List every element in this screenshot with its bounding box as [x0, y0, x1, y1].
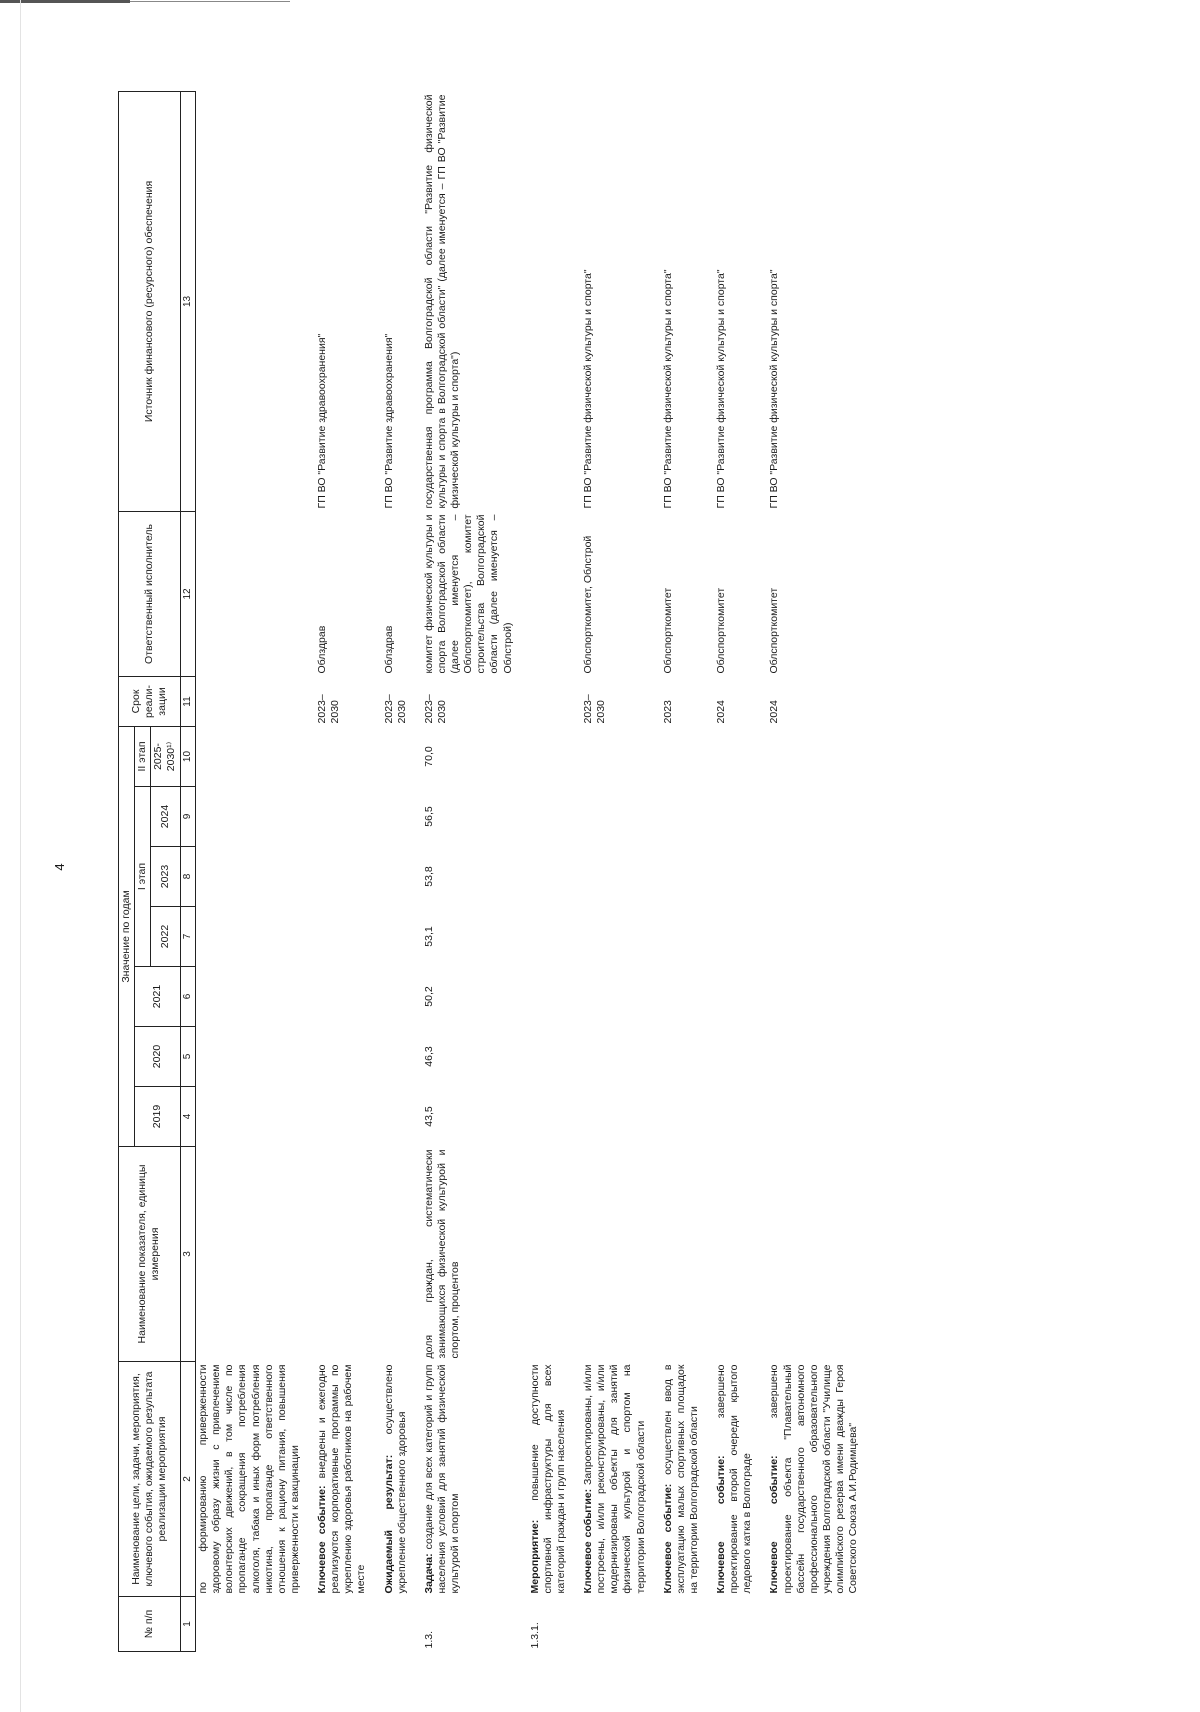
header-2024: 2024 [151, 787, 180, 847]
row-label: Мероприятие: [528, 1519, 541, 1594]
source-cell: ГП ВО "Развитие здравоохранения" [382, 333, 395, 509]
row-spacer [410, 91, 422, 1651]
row-number [382, 1597, 410, 1652]
source-cell: ГП ВО "Развитие физической культуры и спорта" [582, 269, 594, 509]
col-number: 5 [180, 1027, 196, 1087]
spacer-cell [702, 91, 714, 1651]
value-2019 [196, 1087, 304, 1147]
indicator-cell [315, 1147, 370, 1362]
col-number: 6 [180, 967, 196, 1027]
spacer-cell [861, 91, 873, 1651]
value-2020 [315, 1027, 370, 1087]
value-2025-2030 [714, 726, 755, 786]
value-2022 [528, 907, 569, 967]
col-number: 11 [180, 676, 196, 726]
value-2020: 46,3 [422, 1046, 435, 1067]
row-name [767, 1362, 861, 1597]
row-name [382, 1362, 410, 1597]
row-label: Ключевое событие: [316, 1485, 328, 1594]
value-2019 [767, 1087, 861, 1147]
term-cell: 2023–2030 [316, 694, 342, 724]
value-2022 [714, 907, 755, 967]
value-2019 [382, 1087, 410, 1147]
table-row [714, 91, 755, 1651]
term-cell: 2023 [661, 700, 674, 724]
row-name [714, 1362, 755, 1597]
header-term: Срок реали-зации [119, 676, 181, 726]
executor-cell: Облздрав [382, 625, 395, 674]
table-row [581, 91, 649, 1651]
table-row [528, 91, 569, 1651]
value-2024 [661, 787, 702, 847]
row-label: Задача: [422, 1553, 435, 1594]
value-2021: 50,2 [422, 986, 435, 1007]
executor-cell: Облспорткомитет [715, 587, 727, 674]
row-number: 1.3.1. [528, 1622, 541, 1649]
row-spacer [649, 91, 661, 1651]
table-row [661, 91, 702, 1651]
value-2024: 56,5 [422, 806, 435, 827]
executor-cell: Облспорткомитет, Облстрой [582, 535, 594, 674]
value-2019 [581, 1087, 649, 1147]
source-cell: ГП ВО "Развитие физической культуры и спорта" [768, 269, 781, 509]
header-2019: 2019 [135, 1087, 180, 1147]
term-cell [528, 676, 569, 726]
measures-table [118, 91, 873, 1652]
value-2020 [581, 1027, 649, 1087]
col-number: 10 [180, 726, 196, 786]
value-2019 [528, 1087, 569, 1147]
value-2025-2030 [315, 726, 370, 786]
header-values: Значение по годам [119, 726, 135, 1146]
col-number: 9 [180, 787, 196, 847]
indicator-cell [382, 1147, 410, 1362]
table-row [767, 91, 861, 1651]
value-2023 [528, 847, 569, 907]
value-2025-2030 [767, 726, 861, 786]
value-2023 [382, 847, 410, 907]
row-name [661, 1362, 702, 1597]
value-2023 [196, 847, 304, 907]
col-number: 3 [180, 1147, 196, 1362]
row-number [196, 1597, 304, 1652]
value-2019 [714, 1087, 755, 1147]
row-number [581, 1597, 649, 1652]
value-2020 [767, 1027, 861, 1087]
row-spacer [569, 91, 581, 1651]
source-cell [528, 91, 569, 511]
row-text: Запроектированы, и/или построены, и/или реконструированы, и/или модернизированы объекты для занятий физической культурой и спортом на территории Волгоградской области [582, 1364, 647, 1594]
value-2022 [315, 907, 370, 967]
header-2025-2030: 2025-2030¹⁾ [151, 726, 180, 786]
value-2025-2030 [581, 726, 649, 786]
header-no: № п/п [119, 1597, 181, 1652]
value-2021 [714, 967, 755, 1027]
value-2022 [382, 907, 410, 967]
header-numbers-row [180, 91, 196, 1651]
spacer-cell [303, 91, 315, 1651]
value-2023 [661, 847, 702, 907]
value-2023 [714, 847, 755, 907]
col-number: 4 [180, 1087, 196, 1147]
header-2022: 2022 [151, 907, 180, 967]
spacer-cell [516, 91, 528, 1651]
indicator-cell [528, 1147, 569, 1362]
col-number: 13 [180, 91, 196, 511]
col-number: 12 [180, 511, 196, 676]
indicator-cell [581, 1147, 649, 1362]
spacer-cell [410, 91, 422, 1651]
rotated-page [48, 42, 1158, 1692]
col-number: 7 [180, 907, 196, 967]
row-name [581, 1362, 649, 1597]
term-cell: 2024 [768, 700, 781, 724]
header-2023: 2023 [151, 847, 180, 907]
value-2025-2030 [382, 726, 410, 786]
row-text: повышение доступности спортивной инфраструктуры для всех категорий граждан и групп населения [528, 1364, 567, 1594]
indicator-cell [767, 1147, 861, 1362]
value-2020 [382, 1027, 410, 1087]
indicator-cell [661, 1147, 702, 1362]
header-executor: Ответственный исполнитель [119, 511, 181, 676]
row-name [315, 1362, 370, 1597]
value-2024 [767, 787, 861, 847]
row-text: по формированию приверженности здоровому образу жизни с привлечением волонтерских движений, в том числе по пропаганде сокращения потребления алкоголя, табака и иных форм потребления никотина, пропаганде ответственного отношения к рациону питания, повышения приверженности к вакцинации [197, 1364, 301, 1594]
header-2020: 2020 [135, 1027, 180, 1087]
row-spacer [755, 91, 767, 1651]
header-source: Источник финансового (ресурсного) обеспечения [119, 91, 181, 511]
value-2020 [196, 1027, 304, 1087]
source-cell: ГП ВО "Развитие физической культуры и спорта" [661, 269, 674, 509]
row-number [661, 1597, 702, 1652]
source-cell: государственная программа Волгоградской области "Развитие физической культуры и спорта в Волгоградской области" (далее именуется – ГП ВО "Развитие физической культуры и спорта") [422, 94, 461, 509]
row-text: завершено проектирование второй очереди крытого ледового катка в Волгограде [715, 1364, 754, 1594]
row-text: осуществлен ввод в эксплуатацию малых спортивных площадок на территории Волгоградской области [661, 1364, 700, 1594]
value-2022 [767, 907, 861, 967]
value-2024 [382, 787, 410, 847]
value-2023 [315, 847, 370, 907]
header-row-1 [119, 91, 135, 1651]
row-label: Ожидаемый результат: [382, 1454, 395, 1594]
table-row [315, 91, 370, 1651]
row-label: Ключевое событие: [768, 1455, 781, 1594]
row-label: Ключевое событие: [661, 1483, 674, 1594]
indicator-cell [196, 1147, 304, 1362]
term-cell [196, 676, 304, 726]
col-number: 2 [180, 1362, 196, 1597]
scan-artifact-line [130, 1, 290, 2]
spacer-cell [569, 91, 581, 1651]
table-row [196, 91, 304, 1651]
value-2024 [196, 787, 304, 847]
value-2025-2030 [661, 726, 702, 786]
row-name [196, 1362, 304, 1597]
executor-cell: комитет физической культуры и спорта Волгоградской области (далее именуется – Облспорткомитет), комитет строительства Волгоградской области (далее именуется – Облстрой) [422, 514, 514, 674]
indicator-cell [714, 1147, 755, 1362]
executor-cell: Облздрав [316, 625, 328, 674]
value-2021 [382, 967, 410, 1027]
source-cell [196, 91, 304, 511]
value-2023 [767, 847, 861, 907]
col-number: 1 [180, 1597, 196, 1652]
value-2025-2030 [196, 726, 304, 786]
header-indicator: Наименование показателя, единицы измерения [119, 1147, 181, 1362]
row-spacer [861, 91, 873, 1651]
value-2022 [661, 907, 702, 967]
value-2020 [661, 1027, 702, 1087]
value-2024 [714, 787, 755, 847]
row-text: осуществлено укрепление общественного здоровья [382, 1364, 408, 1594]
value-2023: 53,8 [422, 866, 435, 887]
page-number: 4 [52, 863, 67, 871]
row-label: Ключевое событие: [715, 1455, 727, 1594]
value-2021 [315, 967, 370, 1027]
row-number [767, 1597, 861, 1652]
indicator-cell: доля граждан, систематически занимающихся физической культурой и спортом, процентов [422, 1149, 461, 1359]
term-cell: 2023–2030 [582, 694, 608, 724]
row-text: завершено проектирование объекта "Плавательный бассейн государственного автономного профессионального образовательного учреждения Волгоградской области "Училище олимпийского резерва имени дважды Героя Советского Союза А.И.Родимцева" [768, 1364, 860, 1594]
executor-cell: Облспорткомитет [661, 587, 674, 674]
header-stage-1: I этап [135, 787, 151, 967]
row-name [422, 1362, 516, 1597]
scan-edge [20, 0, 21, 1712]
value-2024 [315, 787, 370, 847]
value-2023 [581, 847, 649, 907]
row-number [714, 1597, 755, 1652]
value-2022: 53,1 [422, 926, 435, 947]
source-cell: ГП ВО "Развитие здравоохранения" [316, 333, 328, 509]
value-2021 [581, 967, 649, 1027]
value-2019: 43,5 [422, 1106, 435, 1127]
value-2024 [581, 787, 649, 847]
value-2021 [767, 967, 861, 1027]
source-cell: ГП ВО "Развитие физической культуры и спорта" [715, 269, 727, 509]
value-2021 [528, 967, 569, 1027]
row-spacer [370, 91, 382, 1651]
executor-cell: Облспорткомитет [768, 587, 781, 674]
row-spacer [702, 91, 714, 1651]
spacer-cell [649, 91, 661, 1651]
row-number [315, 1597, 370, 1652]
value-2019 [661, 1087, 702, 1147]
col-number: 8 [180, 847, 196, 907]
term-cell: 2023–2030 [382, 694, 408, 724]
table-body [196, 91, 874, 1651]
value-2020 [528, 1027, 569, 1087]
table-row [422, 91, 516, 1651]
row-label: Ключевое событие: [582, 1488, 594, 1594]
row-text: создание для всех категорий и групп населения условий для занятий физической культурой и спортом [422, 1364, 461, 1594]
header-name: Наименование цели, задачи, мероприятия, ключевого события, ожидаемого результата реализации мероприятия [119, 1362, 181, 1597]
row-spacer [516, 91, 528, 1651]
header-stage-2: II этап [135, 726, 151, 786]
executor-cell [528, 511, 569, 676]
row-spacer [303, 91, 315, 1651]
value-2022 [196, 907, 304, 967]
value-2019 [315, 1087, 370, 1147]
header-2021: 2021 [135, 967, 180, 1027]
spacer-cell [370, 91, 382, 1651]
value-2024 [528, 787, 569, 847]
value-2025-2030 [528, 726, 569, 786]
table-row [382, 91, 410, 1651]
value-2020 [714, 1027, 755, 1087]
executor-cell [196, 511, 304, 676]
term-cell: 2024 [715, 700, 727, 724]
value-2021 [196, 967, 304, 1027]
row-number: 1.3. [422, 1630, 435, 1649]
row-name [528, 1362, 569, 1597]
value-2025-2030: 70,0 [422, 746, 435, 767]
value-2021 [661, 967, 702, 1027]
term-cell: 2023–2030 [422, 694, 448, 724]
row-text: внедрены и ежегодно реализуются корпоративные программы по укреплению здоровья работников на рабочем месте [316, 1364, 368, 1594]
value-2022 [581, 907, 649, 967]
spacer-cell [755, 91, 767, 1651]
